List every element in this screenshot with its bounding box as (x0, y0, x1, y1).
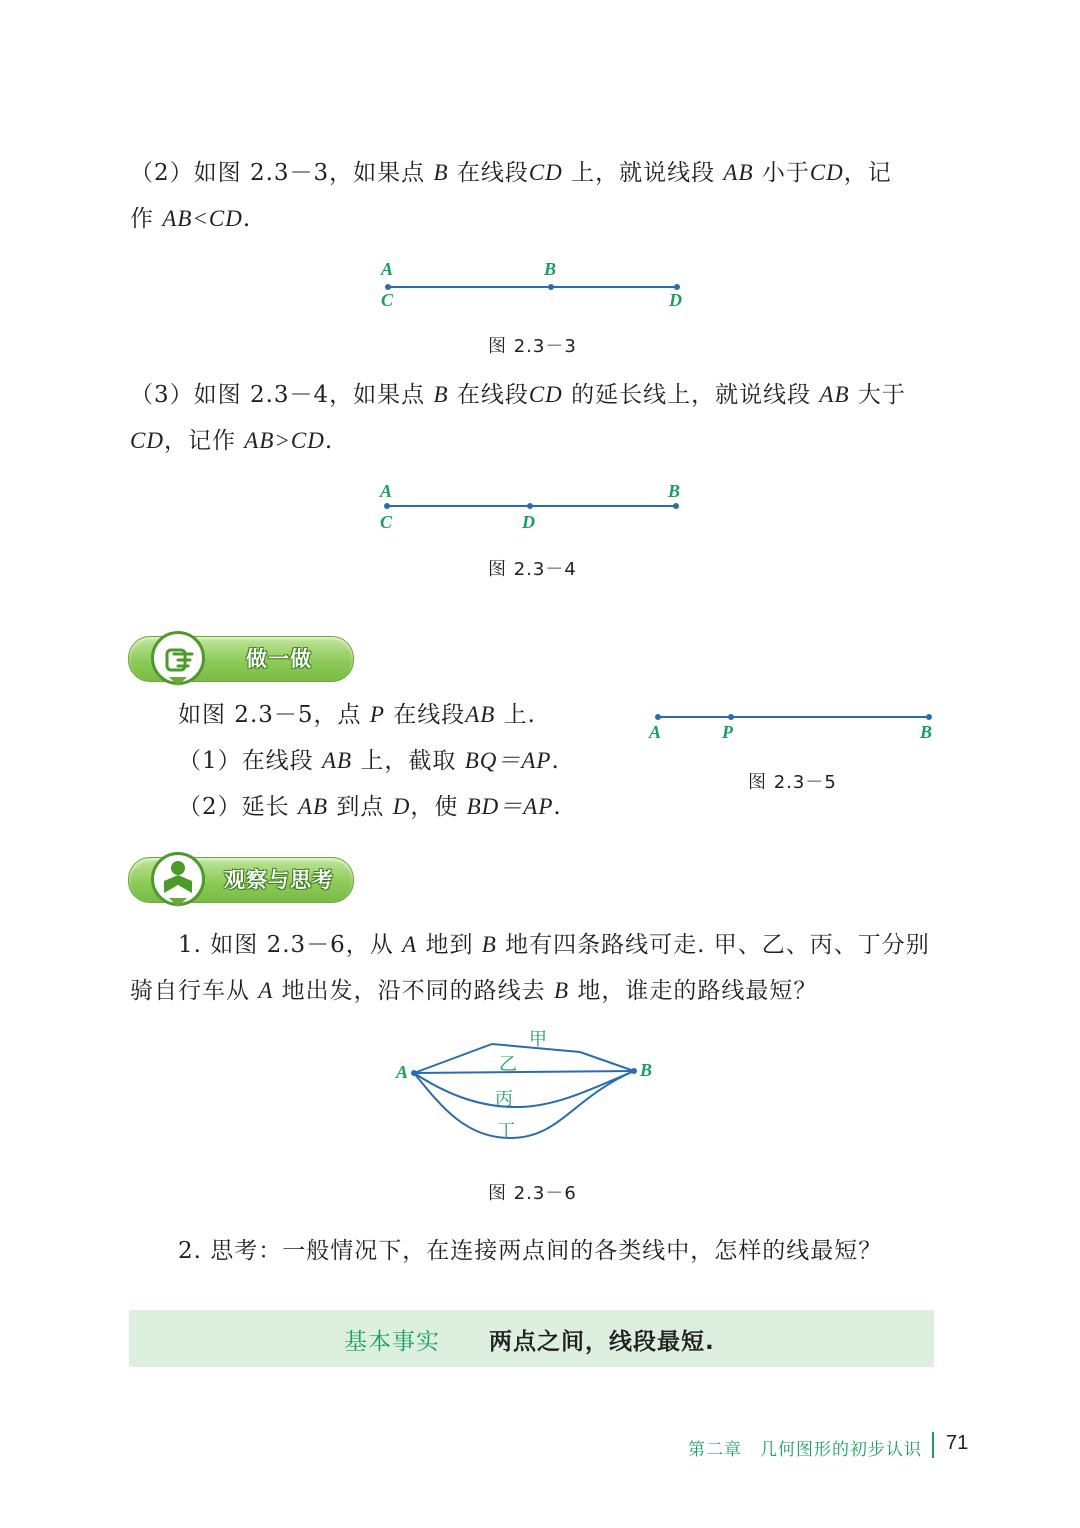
paragraph-line: （2）如图 2.3－3，如果点 B 在线段CD 上，就说线段 AB 小于CD，记 (130, 160, 892, 186)
label-yi: 乙 (499, 1054, 517, 1075)
question-2: 2. 思考：一般情况下，在连接两点间的各类线中，怎样的线最短？ (178, 1238, 883, 1264)
label-c: C (380, 512, 393, 532)
paragraph-line: 骑自行车从 A 地出发，沿不同的路线去 B 地，谁走的路线最短？ (130, 978, 818, 1004)
label-d: D (522, 512, 535, 532)
activity-label: 做一做 (246, 647, 312, 671)
label-b: B (920, 722, 933, 742)
figure-caption: 图 2.3－3 (488, 336, 577, 357)
label-d: D (669, 290, 682, 310)
label-bing: 丙 (495, 1089, 513, 1110)
label-jia: 甲 (529, 1029, 547, 1050)
page-number: 71 (946, 1432, 969, 1454)
label-a: A (381, 259, 394, 279)
label-b: B (668, 481, 681, 501)
footer-chapter: 第二章 几何图形的初步认识 (688, 1440, 922, 1460)
label-b: B (640, 1060, 653, 1080)
basic-fact-box (129, 1310, 934, 1367)
observe-label: 观察与思考 (224, 868, 334, 892)
paragraph-line: （3）如图 2.3－4，如果点 B 在线段CD 的延长线上，就说线段 AB 大于 (130, 382, 906, 408)
paragraph-line: 作 AB<CD. (130, 206, 252, 232)
figure-caption: 图 2.3－5 (748, 772, 837, 793)
label-ding: 丁 (497, 1121, 515, 1142)
point-a (411, 1070, 417, 1076)
footer-divider (932, 1432, 934, 1458)
paragraph-line: 如图 2.3－5，点 P 在线段AB 上. (178, 702, 536, 728)
paragraph-line: CD，记作 AB>CD. (130, 428, 334, 454)
basic-fact-title: 基本事实 (344, 1329, 440, 1355)
label-b: B (544, 259, 557, 279)
route-ding (414, 1071, 634, 1138)
basic-fact-text: 两点之间，线段最短. (489, 1329, 715, 1355)
label-a: A (380, 481, 393, 501)
paragraph-line: （1）在线段 AB 上，截取 BQ＝AP. (178, 748, 560, 774)
paragraph-line: （2）延长 AB 到点 D，使 BD＝AP. (178, 794, 562, 820)
route-yi (414, 1071, 634, 1073)
label-a: A (649, 722, 662, 742)
label-a: A (396, 1062, 409, 1082)
figure-caption: 图 2.3－4 (488, 559, 577, 580)
route-jia (414, 1044, 634, 1073)
label-c: C (381, 290, 394, 310)
figure-caption: 图 2.3－6 (488, 1183, 577, 1204)
paragraph-line: 1. 如图 2.3－6，从 A 地到 B 地有四条路线可走. 甲、乙、丙、丁分别 (178, 932, 930, 958)
label-p: P (722, 722, 733, 742)
point-b (631, 1068, 637, 1074)
